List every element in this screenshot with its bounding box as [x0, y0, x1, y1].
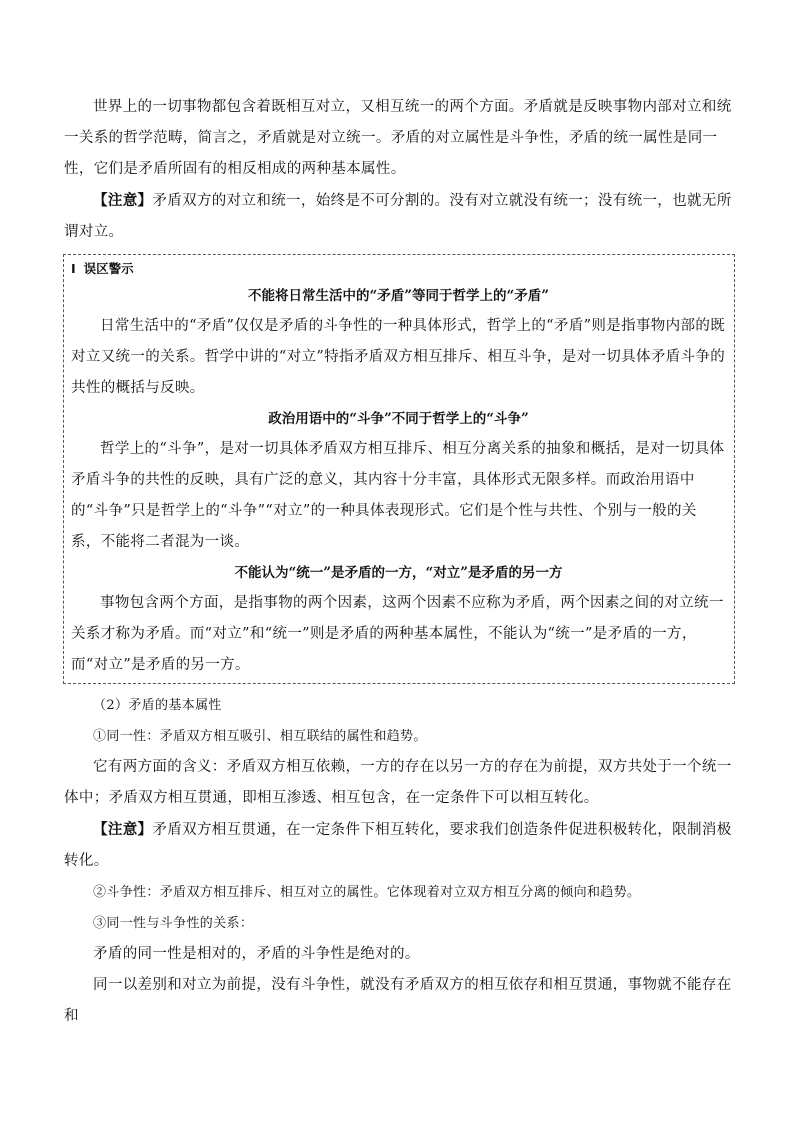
document-page — [64, 92, 734, 1032]
section-note-text: 矛盾双方相互贯通，在一定条件下相互转化，要求我们创造条件促进积极转化，限制消极转化。 — [64, 822, 732, 869]
callout-title: 误区警示 — [83, 261, 134, 276]
callout-body-1: 日常生活中的“矛盾”仅仅是矛盾的斗争性的一种具体形式，哲学上的“矛盾”则是指事物内部的既对立又统一的关系。哲学中讲的“对立”特指矛盾双方相互排斥、相互斗争，是对一切具体矛盾斗争的共性的概括与反映。 — [71, 318, 726, 396]
callout-title-row — [71, 257, 726, 281]
callout-marker: I — [71, 261, 76, 276]
section-note-label: 【注意】 — [93, 821, 153, 838]
note-label: 【注意】 — [93, 192, 153, 209]
identity-meaning: 它有两方面的含义：矛盾双方相互依赖，一方的存在以另一方的存在为前提，双方共处于一个统一体中；矛盾双方相互贯通，即相互渗透、相互包含，在一定条件下可以相互转化。 — [64, 759, 732, 806]
callout-heading-2: 政治用语中的“斗争”不同于哲学上的“斗争” — [268, 411, 529, 427]
intro-paragraph: 世界上的一切事物都包含着既相互对立，又相互统一的两个方面。矛盾就是反映事物内部对立和统一关系的哲学范畴，简言之，矛盾就是对立统一。矛盾的对立属性是斗争性，矛盾的统一属性是同一性，它们是矛盾所固有的相反相成的两种基本属性。 — [64, 99, 732, 177]
identity-definition: ①同一性：矛盾双方相互吸引、相互联结的属性和趋势。 — [93, 729, 427, 744]
note-text: 矛盾双方的对立和统一，始终是不可分割的。没有对立就没有统一；没有统一，也就无所谓对立。 — [64, 193, 732, 240]
callout-heading-3: 不能认为“统一”是矛盾的一方，“对立”是矛盾的另一方 — [234, 565, 563, 581]
intro-note — [64, 185, 734, 248]
callout-body-3: 事物包含两个方面，是指事物的两个因素，这两个因素不应称为矛盾，两个因素之间的对立统一关系才称为矛盾。而“对立”和“统一”则是矛盾的两种基本属性，不能认为“统一”是矛盾的一方，而“对立”是矛盾的另一方。 — [71, 595, 724, 673]
callout-body-2: 哲学上的“斗争”，是对一切具体矛盾双方相互排斥、相互分离关系的抽象和概括，是对一切具体矛盾斗争的共性的反映，具有广泛的意义，其内容十分丰富，具体形式无限多样。而政治用语中的“斗争”只是哲学上的“斗争”“对立”的一种具体表现形式。它们是个性与共性、个别与一般的关系，不能将二者混为一谈。 — [71, 441, 725, 550]
relation-line-1: 矛盾的同一性是相对的，矛盾的斗争性是绝对的。 — [93, 946, 420, 962]
section-note — [64, 814, 734, 877]
callout-heading-1: 不能将日常生活中的“矛盾”等同于哲学上的“矛盾” — [247, 288, 550, 304]
section-heading: （2）矛盾的基本属性 — [93, 698, 222, 713]
relation-line-2: 同一以差别和对立为前提，没有斗争性，就没有矛盾双方的相互依存和相互贯通，事物就不能存在和 — [64, 977, 732, 1024]
relation-heading: ③同一性与斗争性的关系： — [93, 916, 254, 931]
struggle-definition: ②斗争性：矛盾双方相互排斥、相互对立的属性。它体现着对立双方相互分离的倾向和趋势。 — [93, 885, 641, 900]
misconception-callout — [63, 254, 735, 684]
